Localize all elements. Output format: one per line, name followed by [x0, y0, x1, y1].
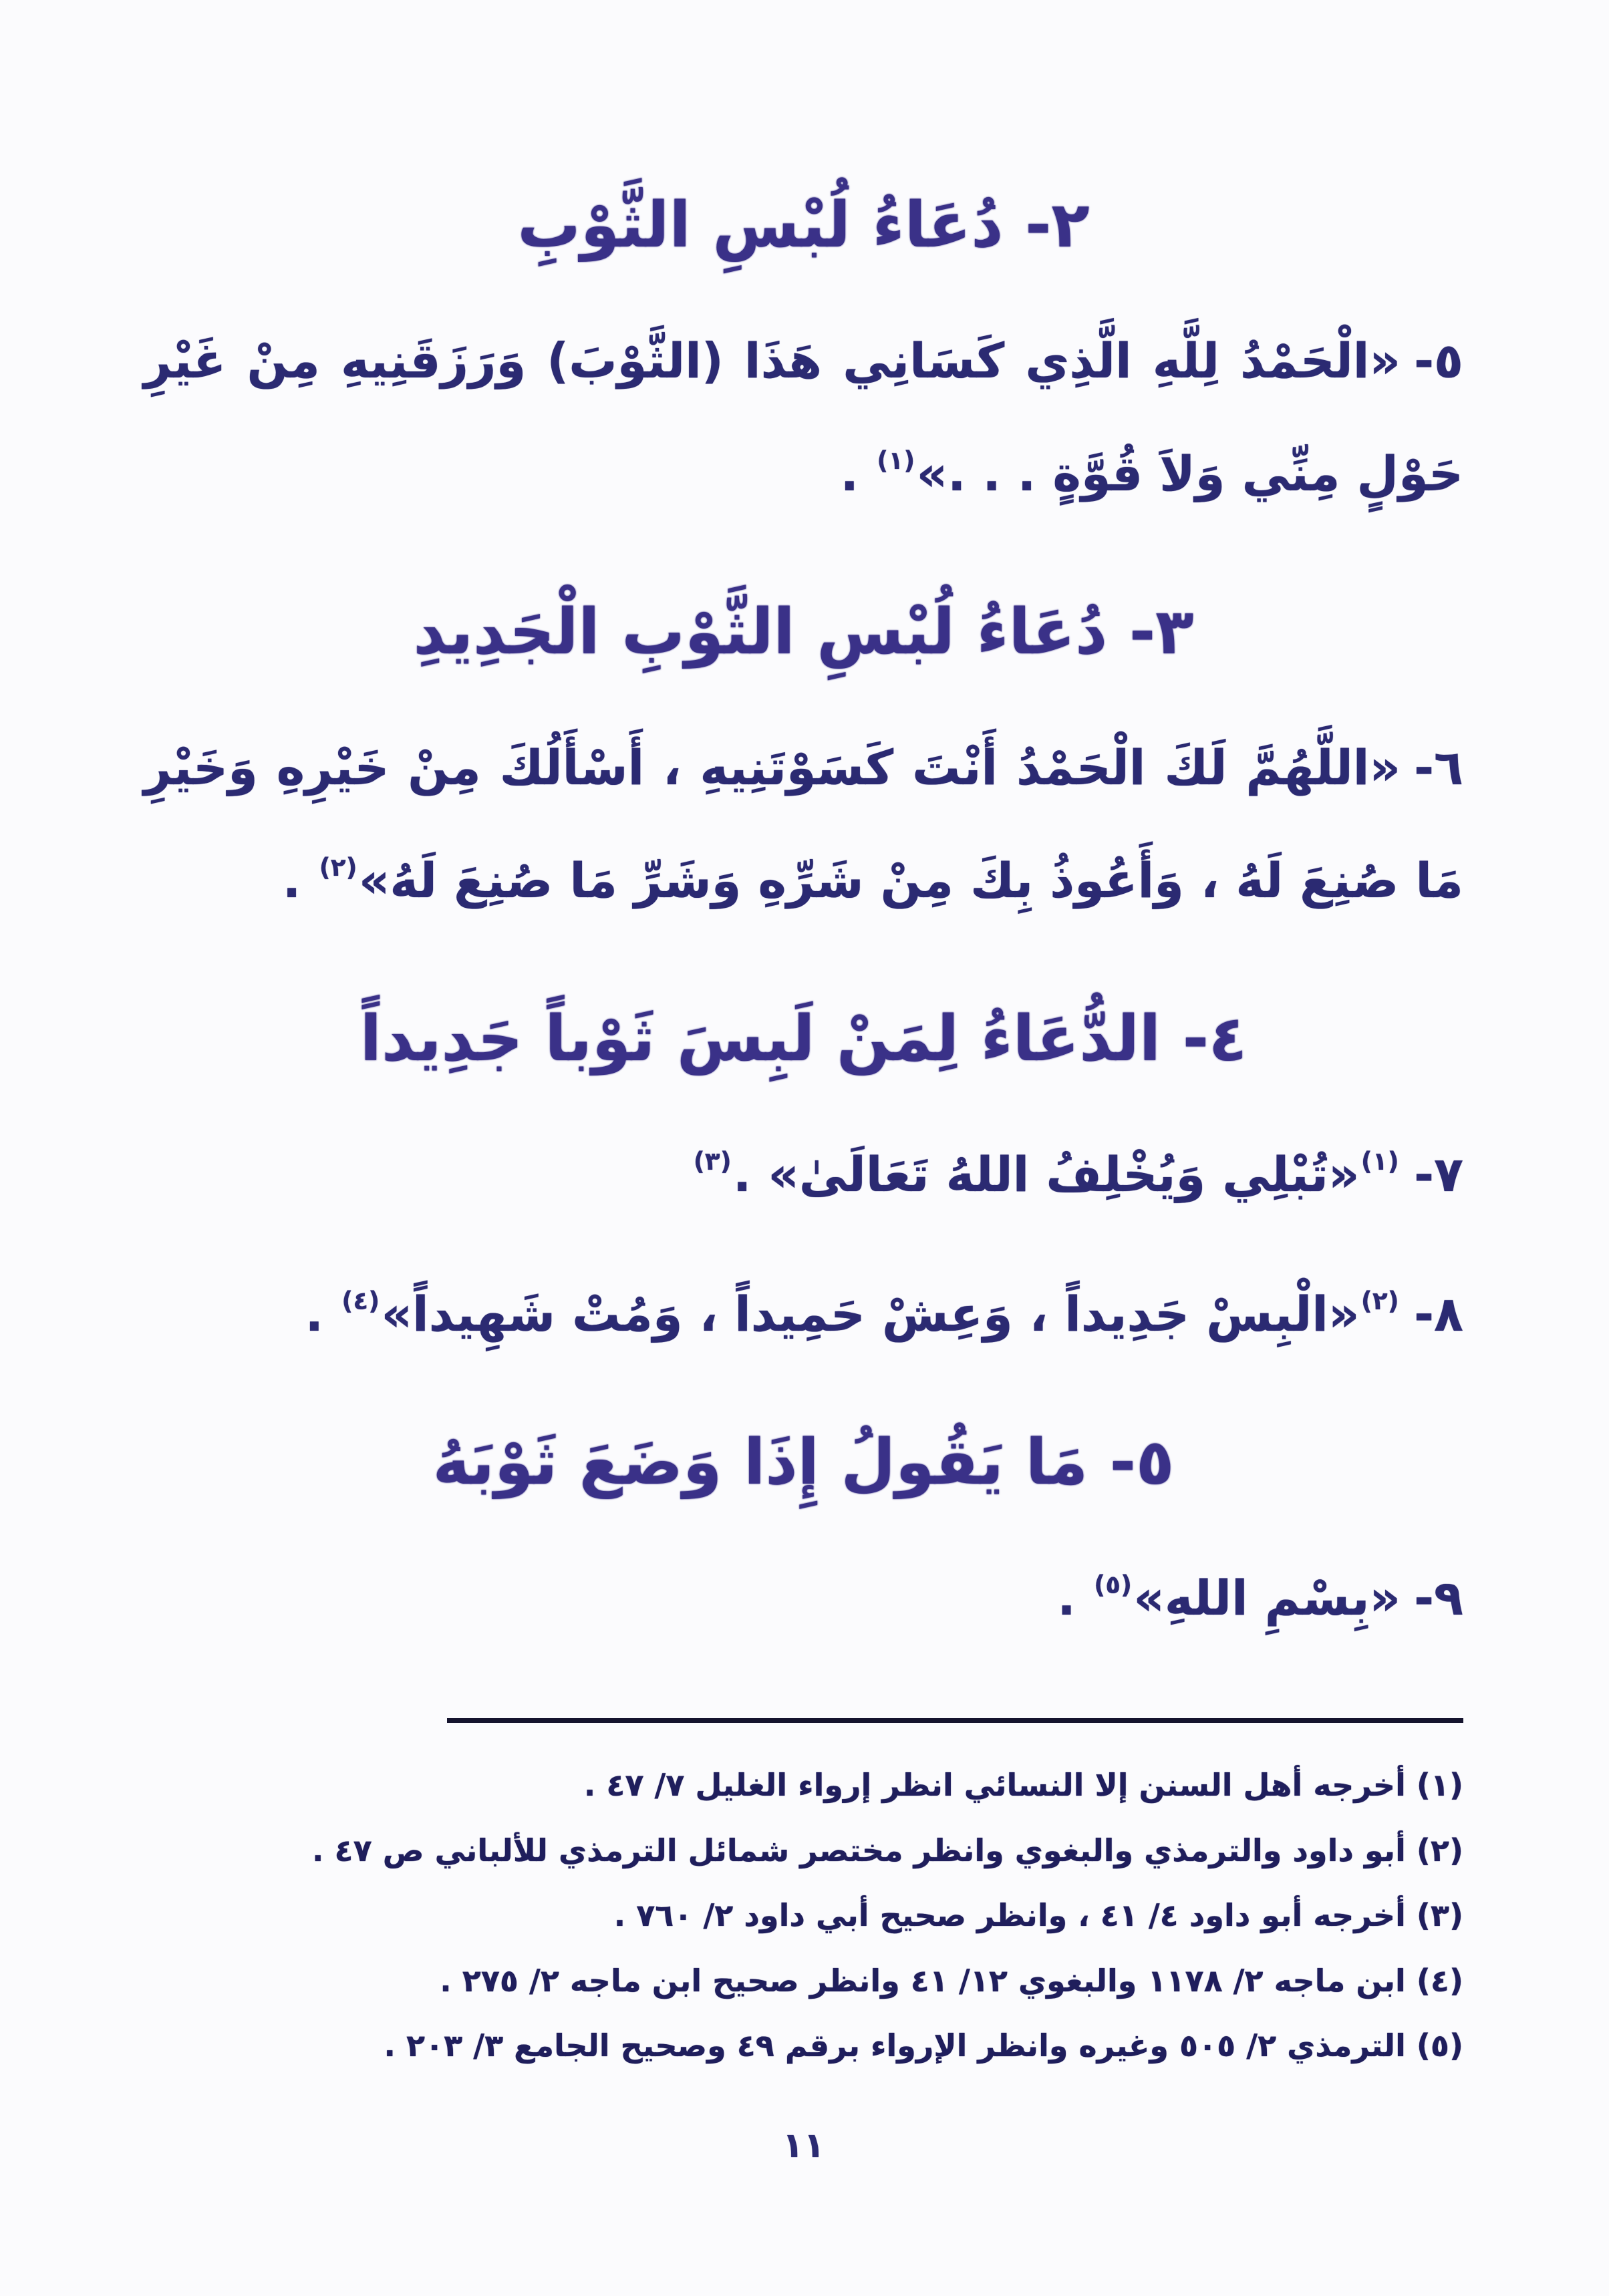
footnote-text: أبو داود والترمذي والبغوي وانظر مختصر شمائل الترمذي للألباني ص ٤٧ .: [312, 1832, 1406, 1868]
footnote-3: [144, 1883, 1463, 1949]
dua-item-5: [144, 305, 1463, 530]
footnote-text: الترمذي ٢/ ٥٠٥ وغيره وانظر الإرواء برقم ٤٩ وصحيح الجامع ٣/ ٢٠٣ .: [384, 2027, 1406, 2064]
dua-text: «اللَّهُمَّ لَكَ الْحَمْدُ أَنْتَ كَسَوْتَنِيهِ ، أَسْأَلُكَ مِنْ خَيْرِهِ وَخَيْرِ مَا صُنِعَ لَهُ ، وَأَعُوذُ بِكَ مِنْ شَرِّهِ وَشَرِّ مَا صُنِعَ لَهُ»: [144, 739, 1463, 909]
variant-marker-2: (٢): [1360, 1286, 1399, 1316]
page-number: ١١: [782, 2125, 825, 2166]
footnote-marker: (٥): [1416, 2027, 1463, 2064]
footnote-text: أخرجه أهل السنن إلا النسائي انظر إرواء الغليل ٧/ ٤٧ .: [583, 1767, 1406, 1804]
dua-number: ٩-: [1414, 1569, 1463, 1626]
dua-item-7: [144, 1118, 1463, 1231]
dua-tail: .: [282, 852, 318, 909]
dua-item-6: [144, 711, 1463, 937]
footnote-text: ابن ماجه ٢/ ١١٧٨ والبغوي ١٢/ ٤١ وانظر صحيح ابن ماجه ٢/ ٢٧٥ .: [440, 1962, 1406, 1999]
dua-tail: .: [840, 445, 876, 502]
dua-tail: .: [305, 1286, 340, 1342]
footnote-ref-1: (١): [877, 446, 915, 476]
dua-number: ٧-: [1414, 1146, 1463, 1202]
chapter-heading-removing-garment: ٥- مَا يَقُولُ إِذَا وَضَعَ ثَوْبَهُ: [432, 1426, 1175, 1500]
dua-number: ٨-: [1414, 1286, 1463, 1342]
footnote-separator-rule: [447, 1718, 1463, 1723]
footnote-5: [144, 2013, 1463, 2079]
dua-text: «تُبْلِي وَيُخْلِفُ اللهُ تَعَالَىٰ» .: [732, 1146, 1360, 1202]
footnote-marker: (٢): [1416, 1832, 1463, 1868]
footnote-marker: (٣): [1416, 1897, 1463, 1934]
dua-item-8: [144, 1258, 1463, 1371]
footnote-4: [144, 1949, 1463, 2014]
footnote-marker: (٤): [1416, 1962, 1463, 1999]
dua-text: «بِسْمِ اللهِ»: [1133, 1569, 1401, 1626]
footnote-ref-5: (٥): [1094, 1570, 1133, 1600]
dua-item-9: [144, 1542, 1463, 1655]
dua-text: «الْحَمْدُ لِلَّهِ الَّذِي كَسَانِي هَذَا (الثَّوْبَ) وَرَزَقَنِيهِ مِنْ غَيْرِ حَوْلٍ مِنِّي وَلاَ قُوَّةٍ . . .»: [144, 332, 1463, 502]
chapter-heading-wearing-garment: ٢- دُعَاءُ لُبْسِ الثَّوْبِ: [517, 189, 1090, 262]
footnote-text: أخرجه أبو داود ٤/ ٤١ ، وانظر صحيح أبي داود ٢/ ٧٦٠ .: [613, 1897, 1406, 1934]
variant-marker-1: (١): [1360, 1146, 1399, 1176]
footnote-ref-4: (٤): [341, 1286, 380, 1316]
dua-number: ٦-: [1414, 739, 1463, 796]
dua-number: ٥-: [1414, 332, 1463, 389]
footnote-1: [144, 1753, 1463, 1818]
footnotes-block: [144, 1753, 1463, 2079]
dua-text: «الْبِسْ جَدِيداً ، وَعِشْ حَمِيداً ، وَمُتْ شَهِيداً»: [381, 1286, 1360, 1342]
footnote-ref-3: (٣): [693, 1146, 732, 1176]
footnote-marker: (١): [1416, 1767, 1463, 1804]
chapter-heading-dua-for-one-wearing-new: ٤- الدُّعَاءُ لِمَنْ لَبِسَ ثَوْباً جَدِيداً: [359, 1003, 1248, 1076]
footnote-ref-2: (٢): [319, 852, 357, 882]
footnote-2: [144, 1818, 1463, 1884]
chapter-heading-wearing-new-garment: ٣- دُعَاءُ لُبْسِ الثَّوْبِ الْجَدِيدِ: [413, 596, 1194, 669]
dua-tail: .: [1057, 1569, 1092, 1626]
